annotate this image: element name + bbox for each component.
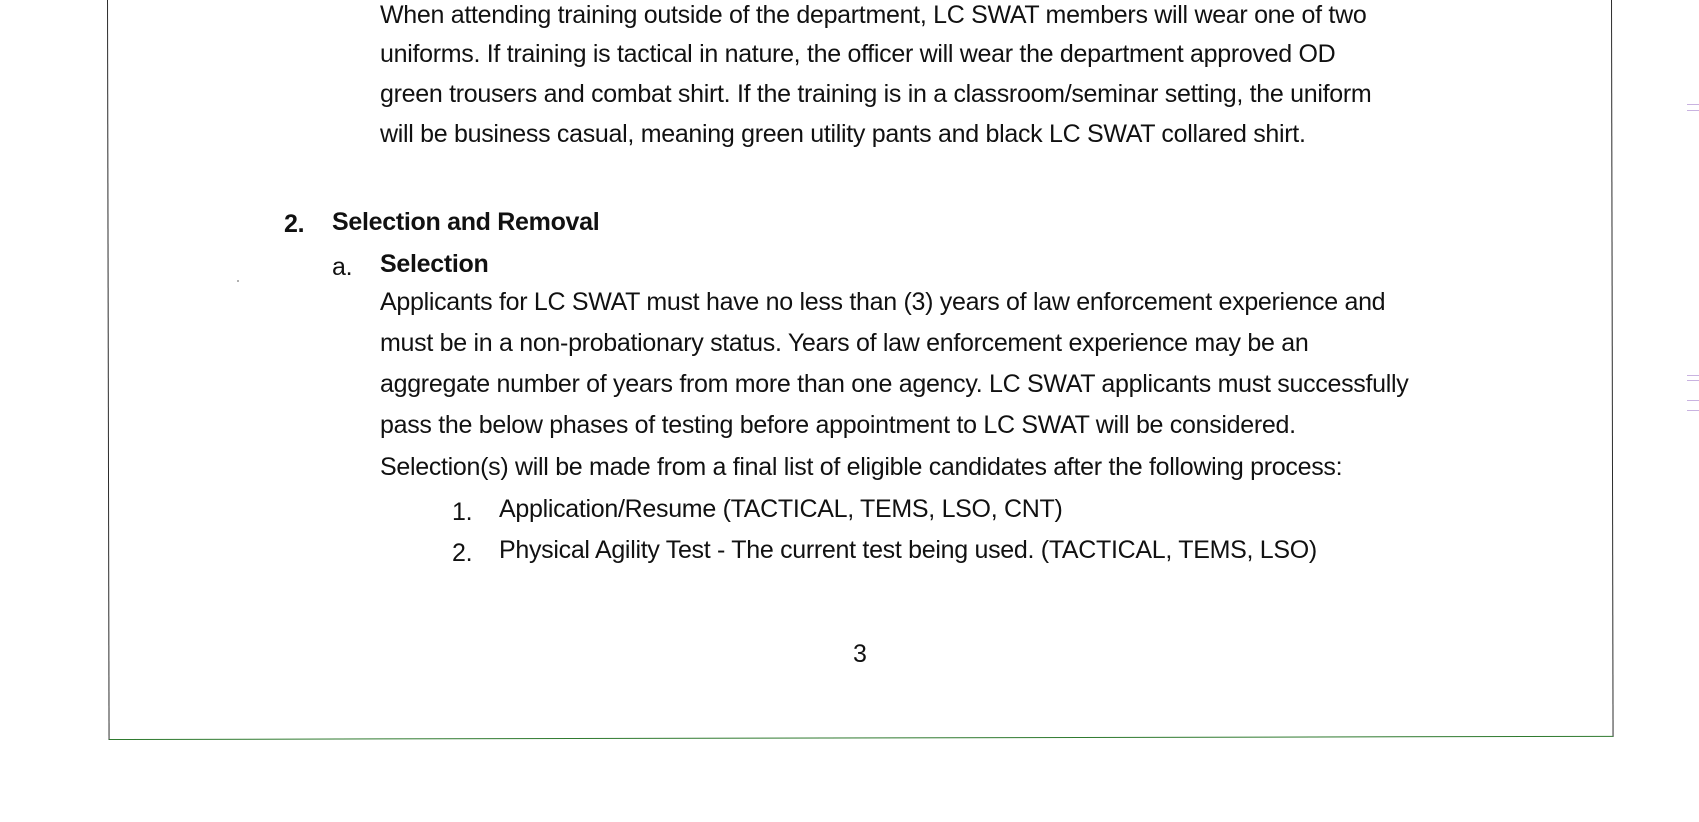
subsection-letter: a. [332,253,353,281]
intro-paragraph-line-1: When attending training outside of the department, LC SWAT members will wear one of two [380,1,1367,29]
process-item-1-number: 1. [452,498,473,526]
selection-paragraph-line-4: pass the below phases of testing before appointment to LC SWAT will be considered. [380,411,1296,439]
scan-artifact-mark [1687,375,1699,376]
scan-artifact-mark [1687,400,1699,401]
selection-paragraph-line-2: must be in a non-probationary status. Years of law enforcement experience may be an [380,329,1309,357]
scan-artifact-mark [1687,104,1699,105]
intro-paragraph-line-3: green trousers and combat shirt. If the training is in a classroom/seminar setting, the uniform [380,80,1372,108]
process-item-2-number: 2. [452,539,473,567]
scan-artifact-mark [1687,110,1699,111]
intro-paragraph-line-2: uniforms. If training is tactical in nature, the officer will wear the department approved OD [380,40,1336,68]
page-number: 3 [853,640,867,668]
process-item-1-text: Application/Resume (TACTICAL, TEMS, LSO, CNT) [499,495,1063,523]
selection-paragraph-line-1: Applicants for LC SWAT must have no less than (3) years of law enforcement experience and [380,288,1386,316]
subsection-title: Selection [380,250,489,278]
intro-paragraph-line-4: will be business casual, meaning green utility pants and black LC SWAT collared shirt. [380,120,1306,148]
section-title: Selection and Removal [332,208,600,236]
section-number: 2. [284,210,305,238]
selection-paragraph-line-5: Selection(s) will be made from a final list of eligible candidates after the following process: [380,453,1343,481]
scan-artifact-mark [1687,410,1699,411]
selection-paragraph-line-3: aggregate number of years from more than one agency. LC SWAT applicants must successfully [380,370,1409,398]
scan-artifact-mark [1687,380,1699,381]
scan-artifact-dot [237,280,239,282]
process-item-2-text: Physical Agility Test - The current test being used. (TACTICAL, TEMS, LSO) [499,536,1317,564]
